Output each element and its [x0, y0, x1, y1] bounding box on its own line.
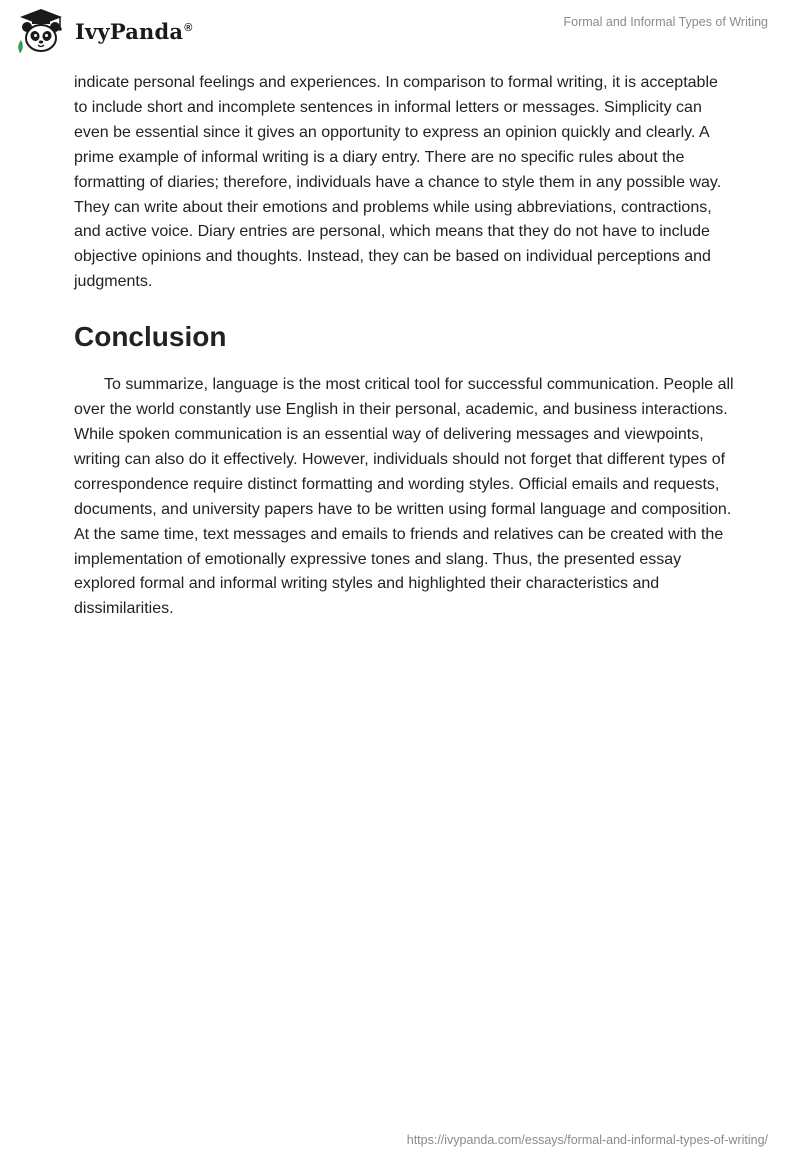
source-url[interactable]: https://ivypanda.com/essays/formal-and-informal-types-of-writing/ — [406, 1133, 768, 1147]
body-paragraph: indicate personal feelings and experiences. In comparison to formal writing, it is acceptable to include short and incomplete sentences in informal letters or messages. Simplicity can even be essential since it gives an opportunity to express an opinion quickly and clearly. A prime example of informal writing is a diary entry. There are no specific rules about the formatting of diaries; therefore, individuals have a chance to style them in any possible way. They can write about their emotions and problems while using abbreviations, contractions, and active voice. Diary entries are personal, which means that they do not have to include objective opinions and thoughts. Instead, they can be based on individual perceptions and judgments. — [74, 74, 722, 291]
brand-name: IvyPanda® — [75, 18, 193, 44]
document-title: Formal and Informal Types of Writing — [563, 15, 768, 29]
conclusion-paragraph: To summarize, language is the most critical tool for successful communication. People all over the world constantly use English in their personal, academic, and business interactions. While spoken communication is an essential way of delivering messages and viewpoints, writing can also do it effectively. However, individuals should not forget that different types of correspondence require distinct formatting and wording styles. Official emails and requests, documents, and university papers have to be written using formal language and composition. At the same time, text messages and emails to friends and relatives can be created with the implementation of emotionally expressive tones and slang. Thus, the presented essay explored formal and informal writing styles and highlighted their characteristics and dissimilarities. — [74, 376, 734, 618]
essay-content — [74, 71, 734, 622]
section-heading-conclusion: Conclusion — [74, 321, 227, 353]
page-header — [0, 0, 800, 70]
panda-graduate-icon — [15, 8, 67, 56]
ivypanda-logo[interactable] — [15, 8, 195, 56]
